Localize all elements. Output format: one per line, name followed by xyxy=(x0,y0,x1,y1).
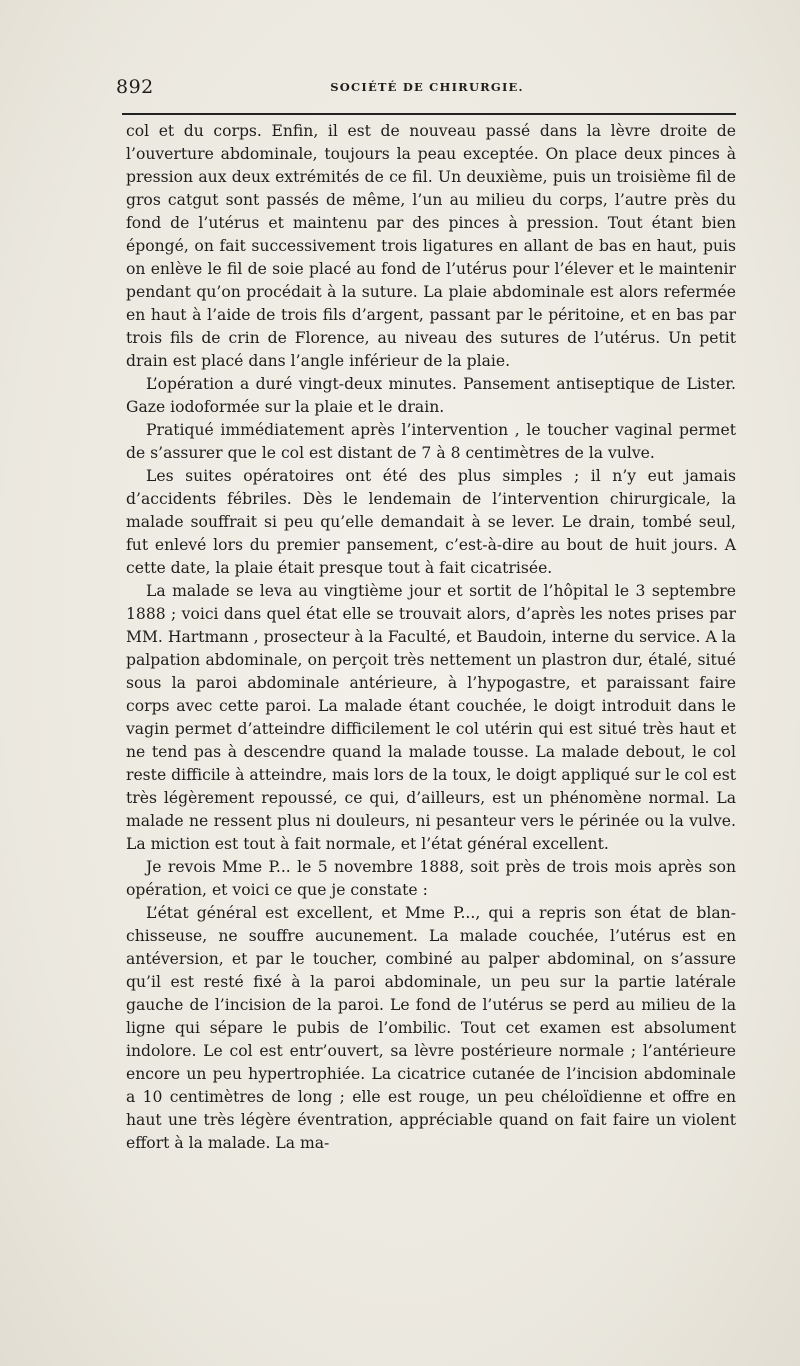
paragraph: La malade se leva au vingtième jour et sortit de l’hôpital le 3 septembre 1888 ; voici dans quel état elle se trouvait alors, d’après les notes prises par MM. Hartmann , prosecteur à la Faculté, et Baudoin, interne du service. A la palpation abdominale, on perçoit très nettement un plastron dur, étalé, situé sous la paroi abdominale antérieure, à l’hypogastre, et paraissant faire corps avec cette paroi. La malade étant couchée, le doigt introduit dans le vagin permet d’atteindre difficilement le col utérin qui est situé très haut et ne tend pas à descendre quand la malade tousse. La malade debout, le col reste difficile à atteindre, mais lors de la toux, le doigt appliqué sur le col est très légèrement repoussé, ce qui, d’ailleurs, est un phénomène normal. La malade ne ressent plus ni douleurs, ni pesanteur vers le périnée ou la vulve. La miction est tout à fait normale, et l’état général excellent. xyxy=(126,582,736,853)
paragraph: Je revois Mme P... le 5 novembre 1888, soit près de trois mois après son opération, et voici ce que je constate : xyxy=(126,858,736,899)
running-title: SOCIÉTÉ DE CHIRURGIE. xyxy=(330,80,524,94)
paragraph: col et du corps. Enfin, il est de nouveau passé dans la lèvre droite de l’ouverture abdominale, toujours la peau exceptée. On place deux pinces à pression aux deux extrémités de ce fil. Un deuxième, puis un troisième fil de gros catgut sont passés de même, l’un au milieu du corps, l’autre près du fond de l’utérus et maintenu par des pinces à pression. Tout étant bien épongé, on fait successivement trois ligatures en allant de bas en haut, puis on enlève le fil de soie placé au fond de l’utérus pour l’élever et le maintenir pendant qu’on procédait à la suture. La plaie abdominale est alors refermée en haut à l’aide de trois fils d’argent, passant par le péritoine, et en bas par trois fils de crin de Florence, au niveau des sutures de l’utérus. Un petit drain est placé dans l’angle inférieur de la plaie. xyxy=(126,122,736,370)
paragraph: Pratiqué immédiatement après l’intervention , le toucher vaginal permet de s’assurer que le col est distant de 7 à 8 centimètres de la vulve. xyxy=(126,421,736,462)
page-header xyxy=(116,76,738,102)
header-rule xyxy=(122,113,736,115)
page-number: 892 xyxy=(116,76,154,98)
body-text xyxy=(126,120,736,1155)
paragraph: L’état général est excellent, et Mme P..., qui a repris son état de blanchisseuse, ne souffre aucunement. La malade couchée, l’utérus est en antéversion, et par le toucher, combiné au palper abdominal, on s’assure qu’il est resté fixé à la paroi abdominale, un peu sur la partie latérale gauche de l’incision de la paroi. Le fond de l’utérus se perd au milieu de la ligne qui sépare le pubis de l’ombilic. Tout cet examen est absolument indolore. Le col est entr’ouvert, sa lèvre postérieure normale ; l’antérieure encore un peu hypertrophiée. La cicatrice cutanée de l’incision abdominale a 10 centimètres de long ; elle est rouge, un peu chéloïdienne et offre en haut une très légère éventration, appréciable quand on fait faire un violent effort à la malade. La ma- xyxy=(126,904,736,1152)
paragraph: Les suites opératoires ont été des plus simples ; il n’y eut jamais d’accidents fébriles. Dès le lendemain de l’intervention chirurgicale, la malade souffrait si peu qu’elle demandait à se lever. Le drain, tombé seul, fut enlevé lors du premier pansement, c’est-à-dire au bout de huit jours. A cette date, la plaie était presque tout à fait cicatrisée. xyxy=(126,467,736,577)
paragraph: L’opération a duré vingt-deux minutes. Pansement antiseptique de Lister. Gaze iodoformée sur la plaie et le drain. xyxy=(126,375,736,416)
